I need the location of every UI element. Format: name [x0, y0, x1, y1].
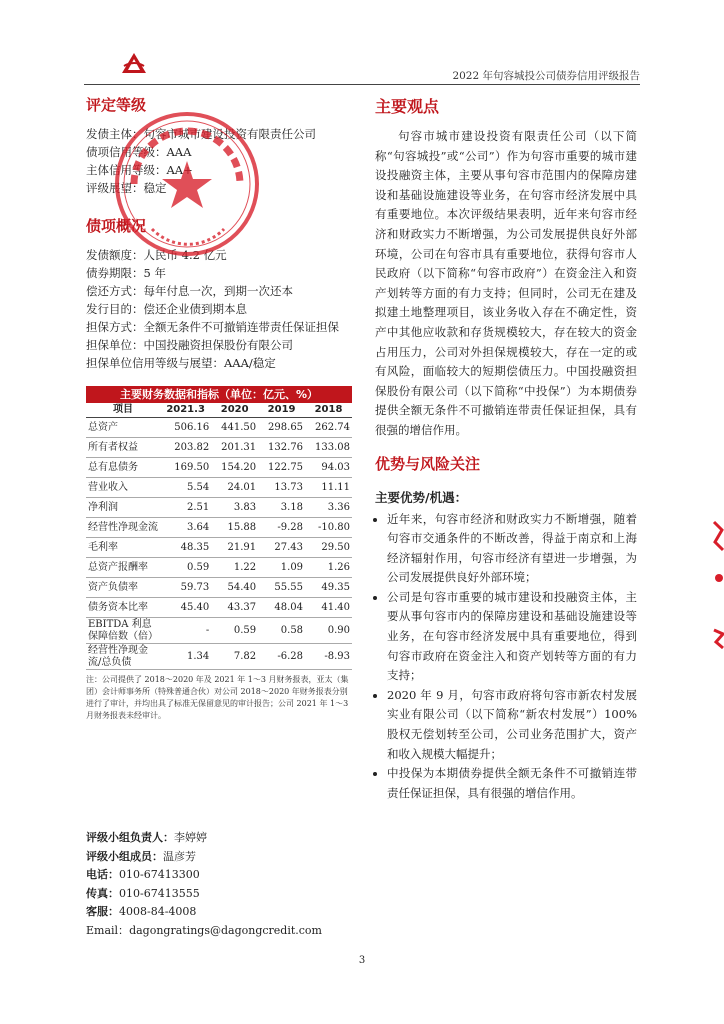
- column-header: 2021.3: [160, 403, 211, 418]
- overview-row: 发债额度：人民币 4.2 亿元: [86, 248, 227, 262]
- email-label: Email：: [86, 923, 130, 937]
- main-view-paragraph: 句容市城市建设投资有限责任公司（以下简称“句容城投”或“公司”）作为句容市重要的城市建设投融资主体，主要从事句容市范围内的保障房建设和基础设施建设等业务，在句容市经济发展中具有重要地位。本次评级结果表明，近年来句容市经济和财政实力不断增强，为公司发展提供良好外部环境，公司在句容市具有重要地位，获得句容市人民政府（以下简称“句容市政府”）在资金注入和资产划转等方面的有力支持；但同时，公司无在建及拟建土地整理项目，该业务收入存在不确定性，资产中其他应收款和存货规模较大，存在较大的资金占用压力，公司对外担保规模较大，存在一定的或有风险，面临较大的短期偿债压力。中国投融资担保股份有限公司（以下简称“中投保”）为本期债券提供全额无条件不可撤销连带责任保证担保，具有很强的增信作用。: [375, 129, 637, 437]
- table-row: [86, 438, 352, 458]
- table-cell: 3.36: [305, 498, 352, 518]
- table-cell: 27.43: [258, 538, 305, 558]
- overview-row: 担保方式：全额无条件不可撤销连带责任保证担保: [86, 320, 339, 334]
- phone-value: 010-67413300: [119, 868, 200, 881]
- contact-info: [86, 829, 356, 940]
- table-cell: 43.37: [211, 598, 258, 618]
- table-row: [86, 418, 352, 438]
- leader-label: 评级小组负责人：: [86, 831, 174, 844]
- table-cell: 201.31: [211, 438, 258, 458]
- table-cell: 0.59: [211, 618, 258, 644]
- table-cell: 506.16: [160, 418, 211, 438]
- table-cell: 11.11: [305, 478, 352, 498]
- table-cell: 24.01: [211, 478, 258, 498]
- list-item: • 近年来，句容市经济和财政实力不断增强，随着句容市交通条件的不断改善，得益于南京和上海经济辐射作用，句容市经济有望进一步增强，为公司发展提供良好外部环境；: [387, 510, 637, 588]
- rating-section-title: 评定等级: [86, 96, 147, 114]
- table-note: 注：公司提供了 2018～2020 年及 2021 年 1～3 月财务报表，亚太（集团）会计师事务所（特殊普通合伙）对公司 2018～2020 年财务报表分别进行了审计，并均出具了标准无保留意见的审计报告；公司 2021 年 1～3 月财务报表未经审计。: [86, 675, 349, 720]
- rating-row: 评级展望：稳定: [86, 181, 167, 195]
- table-cell: 94.03: [305, 458, 352, 478]
- table-cell: 21.91: [211, 538, 258, 558]
- table-cell: 154.20: [211, 458, 258, 478]
- service-label: 客服：: [86, 905, 119, 918]
- overview-row: 担保单位信用等级与展望：AAA/稳定: [86, 356, 276, 370]
- table-cell: 1.26: [305, 558, 352, 578]
- table-cell: 0.59: [160, 558, 211, 578]
- rating-row: 债项信用等级：AAA: [86, 145, 192, 159]
- table-cell: 总有息债务: [86, 458, 160, 478]
- financial-table: [86, 403, 352, 670]
- table-row: [86, 618, 352, 644]
- table-cell: 1.34: [160, 644, 211, 670]
- overview-row: 发行目的：偿还企业债到期本息: [86, 302, 247, 316]
- overview-row: 担保单位：中国投融资担保股份有限公司: [86, 338, 293, 352]
- table-cell: 54.40: [211, 578, 258, 598]
- member-line: [86, 848, 356, 867]
- table-row: [86, 458, 352, 478]
- rating-row: 主体信用等级：AA+: [86, 163, 193, 177]
- overview-row: 债券期限：5 年: [86, 266, 166, 280]
- list-item: • 公司是句容市重要的城市建设和投融资主体，主要从事句容市内的保障房建设和基础设施建设等业务，在句容市经济发展中具有重要地位，得到句容市政府在资金注入和资产划转等方面的有力支持；: [387, 588, 637, 686]
- main-view-title: 主要观点: [375, 97, 440, 116]
- email-value[interactable]: dagongratings@dagongcredit.com: [129, 923, 322, 937]
- table-cell: 债务资本比率: [86, 598, 160, 618]
- column-header: 2018: [305, 403, 352, 418]
- table-cell: 3.18: [258, 498, 305, 518]
- table-cell: 经营性净现金流/总负债: [86, 644, 160, 670]
- list-item: • 中投保为本期债券提供全额无条件不可撤销连带责任保证担保，具有很强的增信作用。: [387, 764, 637, 803]
- table-cell: 55.55: [258, 578, 305, 598]
- table-cell: -10.80: [305, 518, 352, 538]
- advantages-subtitle: 主要优势/机遇：: [375, 489, 468, 505]
- table-cell: 441.50: [211, 418, 258, 438]
- list-item: • 2020 年 9 月，句容市政府将句容市新农村发展实业有限公司（以下简称“新农村发展”）100%股权无偿划转至公司，公司业务范围扩大，资产和收入规模大幅提升；: [387, 686, 637, 764]
- overview-details: [86, 246, 356, 372]
- table-cell: 3.83: [211, 498, 258, 518]
- leader-value: 李婷婷: [174, 831, 207, 844]
- service-line: [86, 903, 356, 922]
- column-header: 2020: [211, 403, 258, 418]
- phone-label: 电话：: [86, 868, 119, 881]
- table-cell: 122.75: [258, 458, 305, 478]
- right-column: [375, 94, 637, 803]
- column-header: 2019: [258, 403, 305, 418]
- header-divider: [84, 84, 640, 85]
- table-cell: 45.40: [160, 598, 211, 618]
- fax-line: [86, 885, 356, 904]
- member-value: 温彦芳: [163, 849, 196, 863]
- table-cell: 132.76: [258, 438, 305, 458]
- table-cell: 15.88: [211, 518, 258, 538]
- table-cell: 48.04: [258, 598, 305, 618]
- overview-row: 偿还方式：每年付息一次，到期一次还本: [86, 284, 293, 298]
- rating-row: 发债主体：句容市城市建设投资有限责任公司: [86, 127, 316, 141]
- member-label: 评级小组成员：: [86, 849, 163, 863]
- seam-seal-fragment-icon: [710, 520, 724, 650]
- table-cell: -8.93: [305, 644, 352, 670]
- table-cell: 营业收入: [86, 478, 160, 498]
- company-logo-icon: [121, 52, 147, 74]
- report-title: 2022 年句容城投公司债券信用评级报告: [452, 70, 640, 82]
- leader-line: [86, 829, 356, 848]
- table-cell: 净利润: [86, 498, 160, 518]
- table-cell: 133.08: [305, 438, 352, 458]
- table-cell: 13.73: [258, 478, 305, 498]
- table-row: [86, 558, 352, 578]
- column-header: 项目: [86, 403, 160, 418]
- table-row: [86, 478, 352, 498]
- table-row: [86, 578, 352, 598]
- table-row: [86, 598, 352, 618]
- table-cell: 经营性净现金流: [86, 518, 160, 538]
- email-line: [86, 922, 356, 941]
- table-cell: -6.28: [258, 644, 305, 670]
- phone-line: [86, 866, 356, 885]
- table-row: [86, 644, 352, 670]
- table-cell: 262.74: [305, 418, 352, 438]
- table-cell: 203.82: [160, 438, 211, 458]
- table-cell: 169.50: [160, 458, 211, 478]
- advantages-section-title: 优势与风险关注: [375, 454, 481, 473]
- service-value: 4008-84-4008: [119, 905, 197, 918]
- table-cell: 0.58: [258, 618, 305, 644]
- table-row: [86, 498, 352, 518]
- table-header-row: [86, 403, 352, 418]
- table-cell: 1.22: [211, 558, 258, 578]
- table-cell: 所有者权益: [86, 438, 160, 458]
- table-cell: 毛利率: [86, 538, 160, 558]
- table-cell: 7.82: [211, 644, 258, 670]
- page-number: 3: [358, 955, 366, 966]
- financial-table-title: 主要财务数据和指标（单位：亿元、%）: [86, 386, 352, 403]
- table-cell: -9.28: [258, 518, 305, 538]
- overview-section-title: 债项概况: [86, 217, 147, 235]
- table-cell: 29.50: [305, 538, 352, 558]
- table-cell: 298.65: [258, 418, 305, 438]
- table-cell: 48.35: [160, 538, 211, 558]
- table-cell: 1.09: [258, 558, 305, 578]
- fax-value: 010-67413555: [119, 886, 200, 900]
- table-cell: 总资产: [86, 418, 160, 438]
- fax-label: 传真：: [86, 886, 119, 900]
- table-cell: 41.40: [305, 598, 352, 618]
- table-cell: 59.73: [160, 578, 211, 598]
- table-cell: 3.64: [160, 518, 211, 538]
- advantages-list: [375, 510, 637, 804]
- table-cell: EBITDA 利息保障倍数（倍）: [88, 618, 158, 642]
- table-cell: 5.54: [160, 478, 211, 498]
- table-cell: 0.90: [305, 618, 352, 644]
- table-cell: 2.51: [160, 498, 211, 518]
- table-row: [86, 538, 352, 558]
- table-cell: -: [160, 618, 211, 644]
- table-cell: 资产负债率: [86, 578, 160, 598]
- company-seal-icon: [112, 109, 262, 259]
- table-cell: 49.35: [305, 578, 352, 598]
- table-cell: 总资产报酬率: [86, 558, 160, 578]
- table-row: [86, 518, 352, 538]
